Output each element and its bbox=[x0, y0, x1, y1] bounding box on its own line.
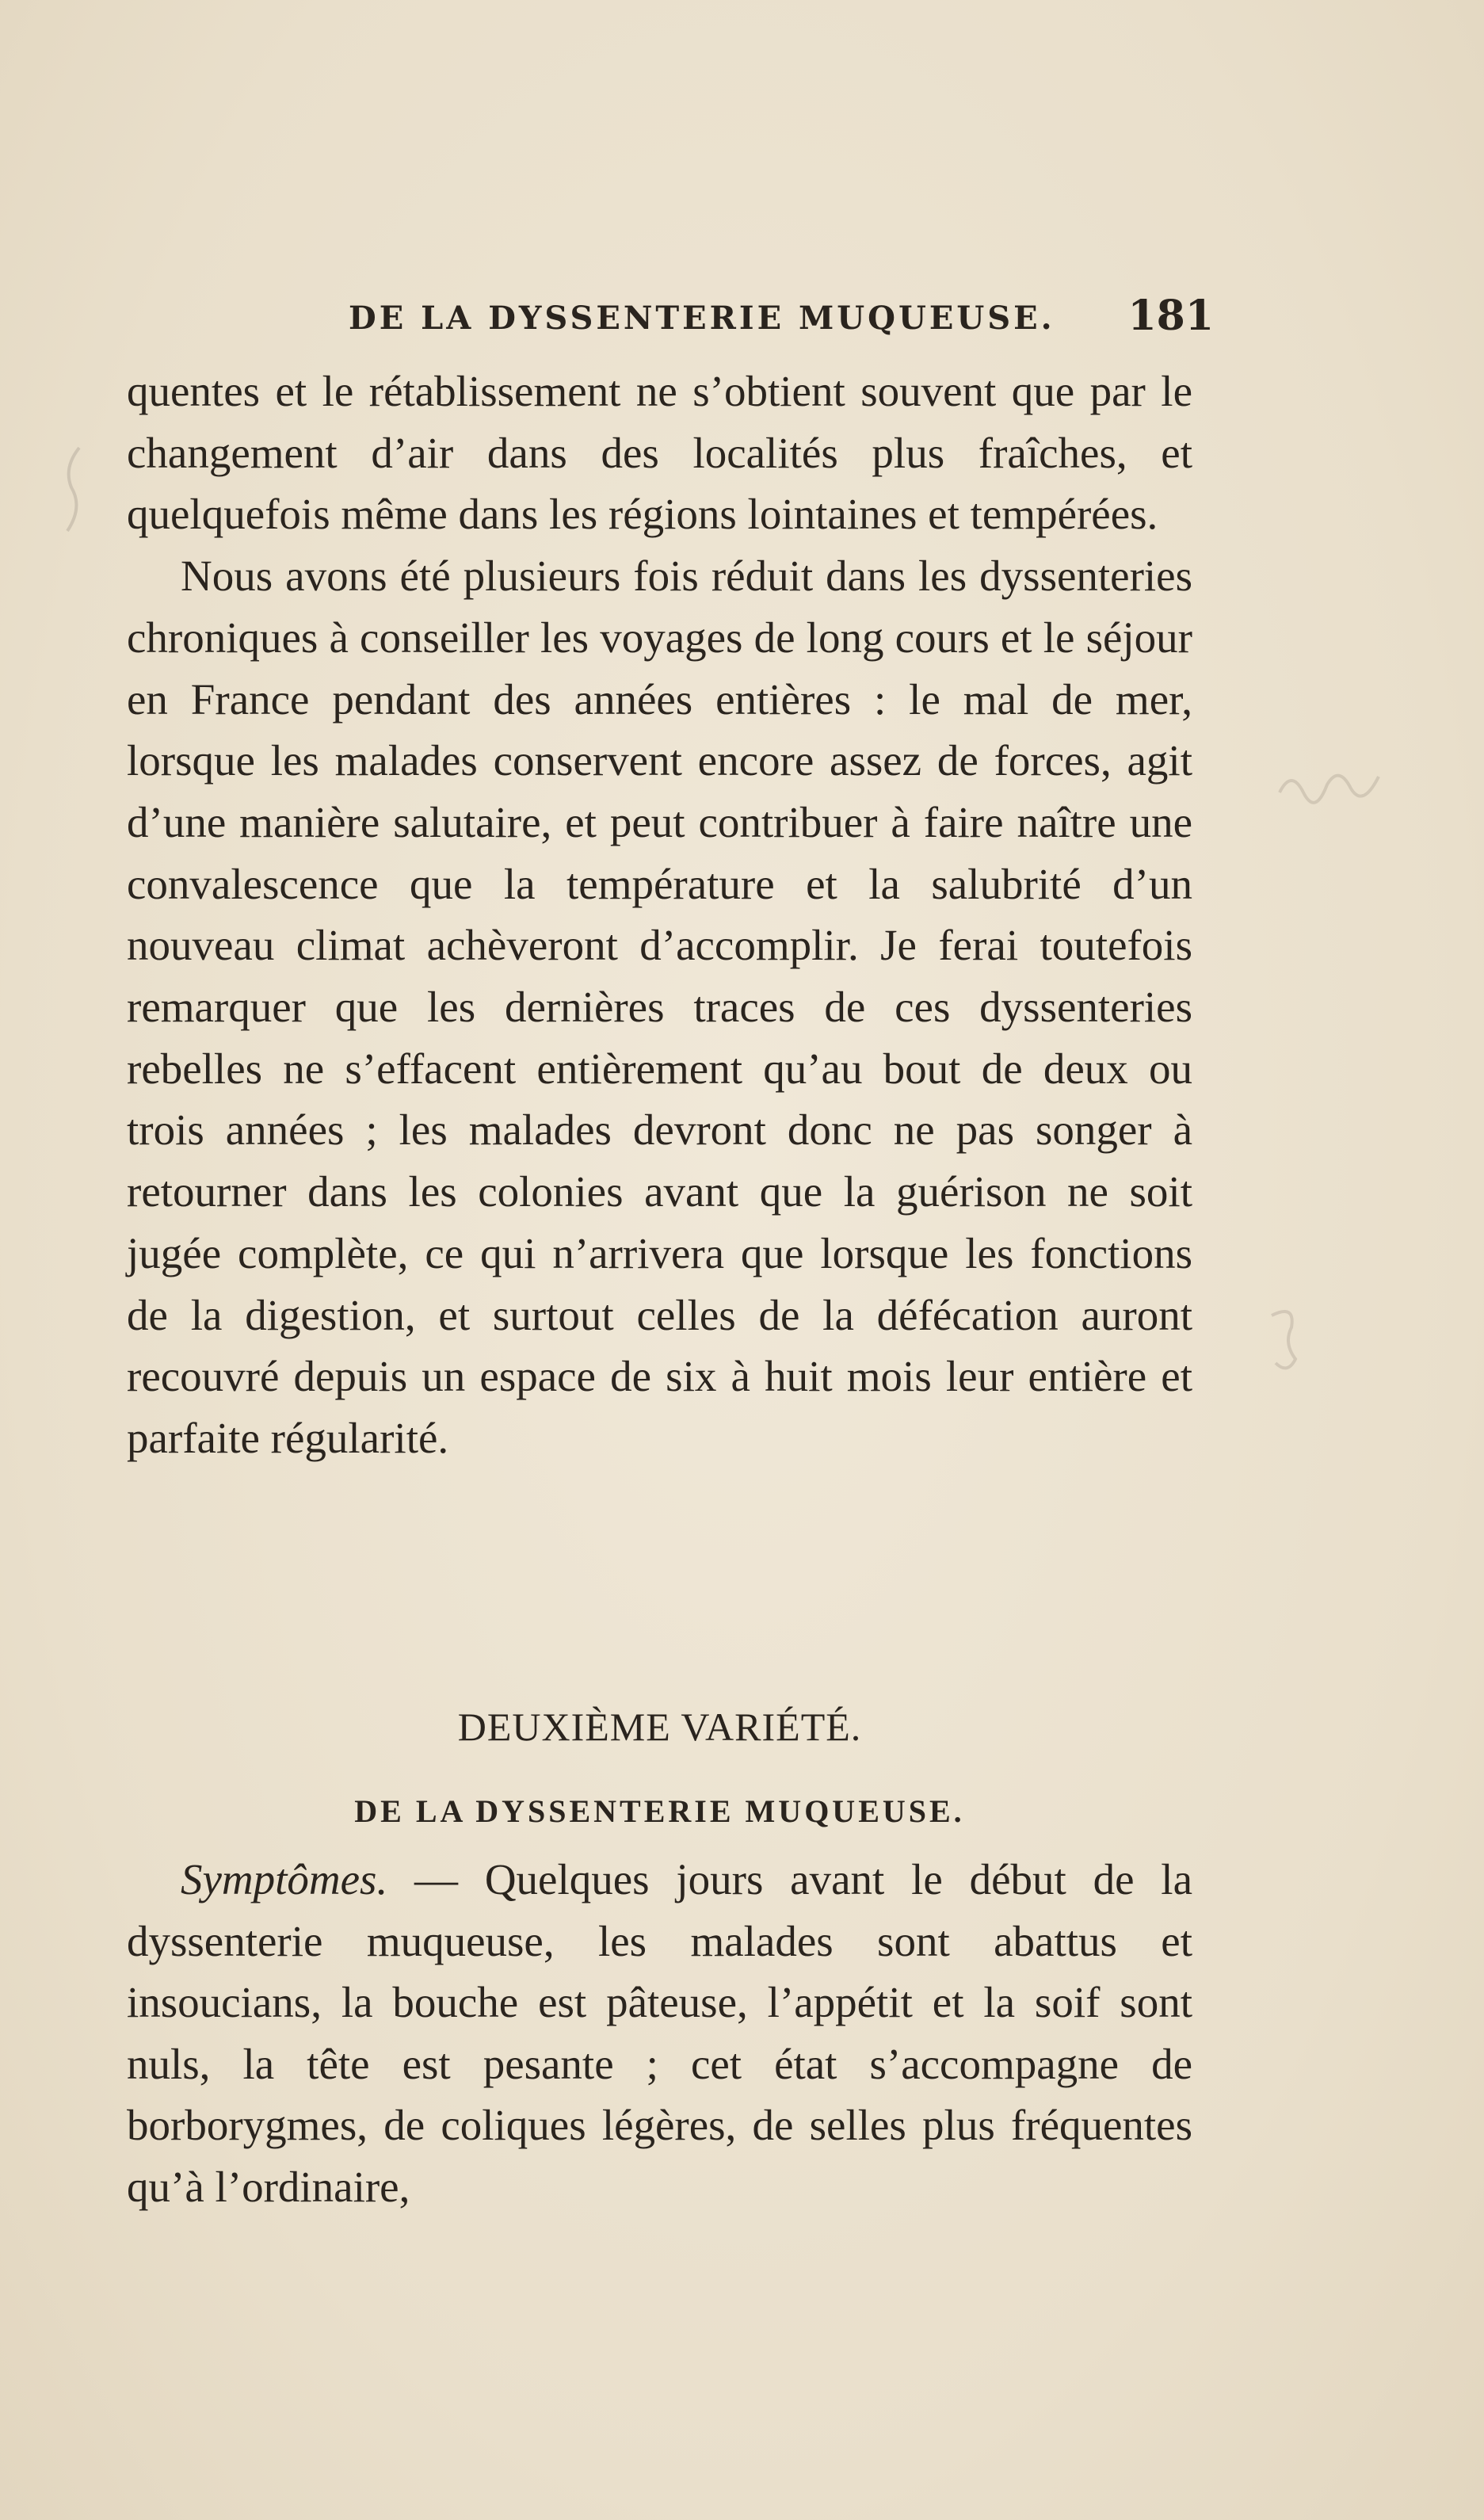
running-head: DE LA DYSSENTERIE MUQUEUSE. bbox=[349, 300, 1055, 337]
pencil-mark-icon bbox=[48, 444, 95, 539]
page-number: 181 bbox=[1127, 292, 1214, 340]
page-header bbox=[127, 292, 1214, 347]
pencil-mark-icon bbox=[1276, 761, 1387, 824]
symptoms-paragraph bbox=[127, 1849, 1192, 2217]
symptoms-text: — Quelques jours avant le début de la dyssenterie muqueuse, les malades sont abattus et insoucians, la bouche est pâteuse, l’appétit et la soif sont nuls, la tête est pesante ; cet état s’accompagne de borborygmes, de coliques légères, de selles plus fréquentes qu’à l’ordinaire, bbox=[127, 1855, 1192, 2211]
paragraph: Nous avons été plusieurs fois réduit dans les dyssenteries chroniques à conseiller les voyages de long cours et le séjour en France pendant des années entières : le mal de mer, lorsque les malades conservent encore assez de forces, agit d’une manière salutaire, et peut contribuer à faire naître une convalescence que la température et la salubrité d’un nouveau climat achèveront d’accomplir. Je ferai toutefois remarquer que les dernières traces de ces dyssenteries rebelles ne s’effacent entièrement qu’au bout de deux ou trois années ; les malades devront donc ne pas songer à retourner dans les colonies avant que la guérison ne soit jugée complète, ce qui n’arrivera que lorsque les fonctions de la digestion, et surtout celles de la défécation auront recouvré depuis un espace de six à huit mois leur entière et parfaite régularité. bbox=[127, 552, 1192, 1462]
paragraph-continuation: quentes et le rétablissement ne s’obtient souvent que par le changement d’air dans des localités plus fraîches, et quelquefois même dans les régions lointaines et tempérées. bbox=[127, 367, 1192, 539]
paragraph bbox=[127, 1849, 1192, 2217]
pencil-mark-icon bbox=[1260, 1300, 1307, 1379]
section-title: DEUXIÈME VARIÉTÉ. bbox=[457, 1705, 862, 1749]
body-text bbox=[127, 361, 1192, 1469]
symptoms-label: Symptômes. bbox=[181, 1855, 388, 1903]
section-subtitle: DE LA DYSSENTERIE MUQUEUSE. bbox=[354, 1793, 965, 1829]
